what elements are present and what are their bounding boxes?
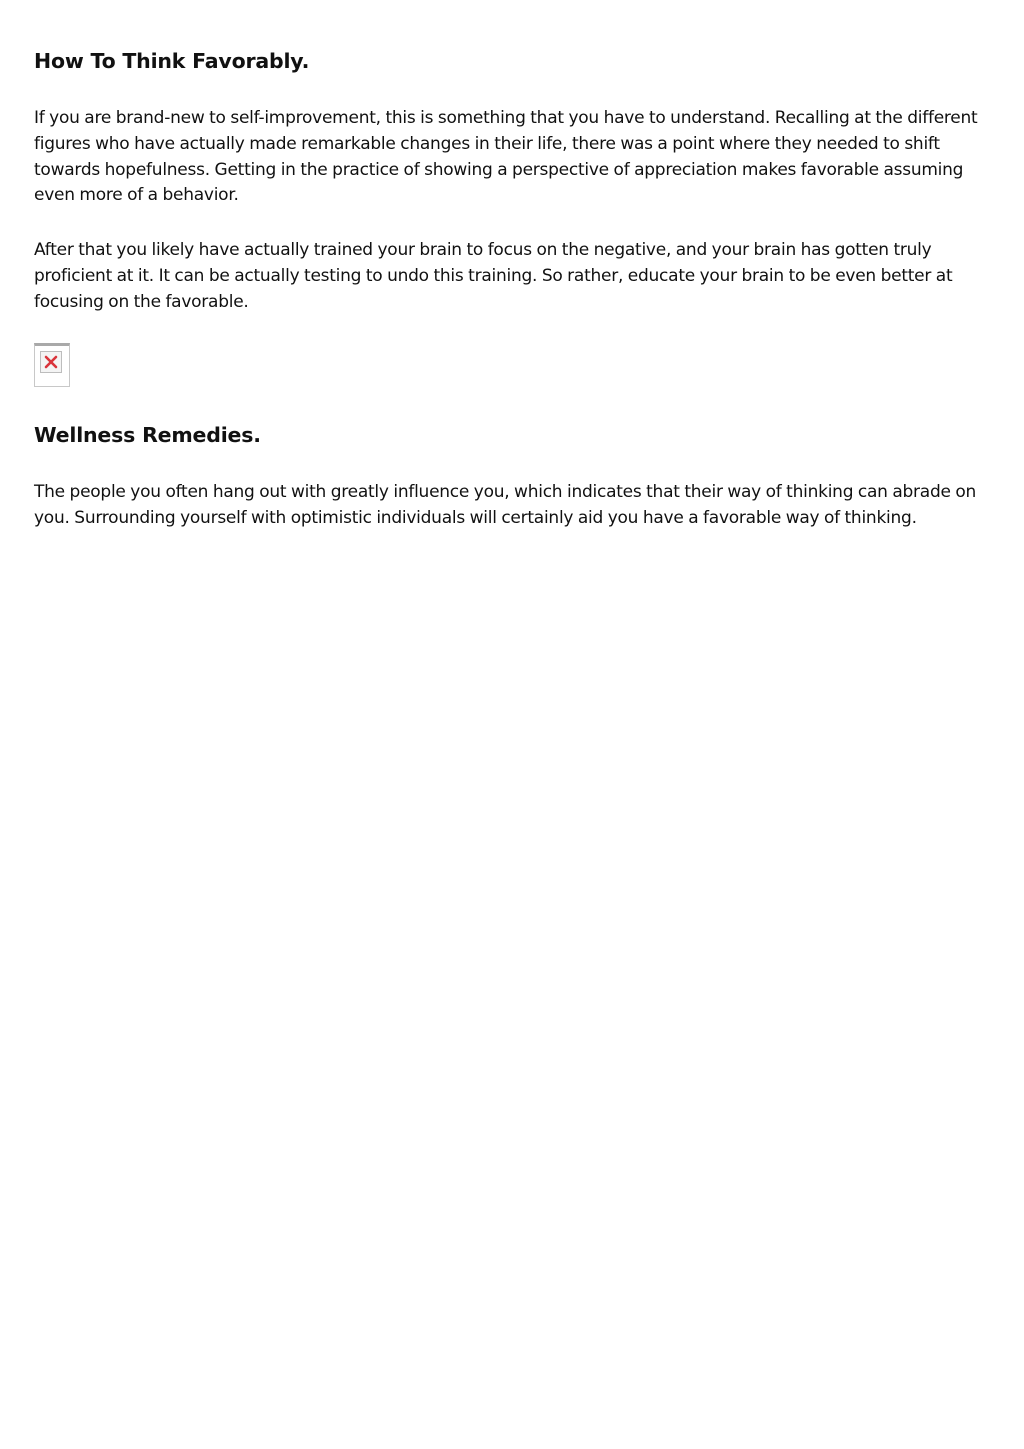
red-x-icon	[44, 355, 58, 369]
paragraph-train-your-brain: After that you likely have actually trained your brain to focus on the negative, and your brain has gotten truly proficient at it. It can be actually testing to undo this training. So rather, educate your brain to be even better at focusing on the favorable.	[34, 240, 953, 312]
paragraph-people-influence: The people you often hang out with greatly influence you, which indicates that their way of thinking can abrade on you. Surrounding yourself with optimistic individuals will certainly aid you have a favorable way of thinking.	[34, 482, 977, 528]
broken-image-frame	[40, 351, 62, 373]
section-heading-how-to-think-favorably: How To Think Favorably.	[34, 49, 310, 73]
paragraph-self-improvement: If you are brand-new to self-improvement, this is something that you have to understand. Recalling at the different figures who have actually made remarkable changes in their life, there was a point where they needed to shift towards hopefulness. Getting in the practice of showing a perspective of appreciation makes favorable assuming even more of a behavior.	[34, 108, 978, 206]
section-heading-wellness-remedies: Wellness Remedies.	[34, 423, 261, 447]
broken-image-icon	[34, 343, 70, 387]
